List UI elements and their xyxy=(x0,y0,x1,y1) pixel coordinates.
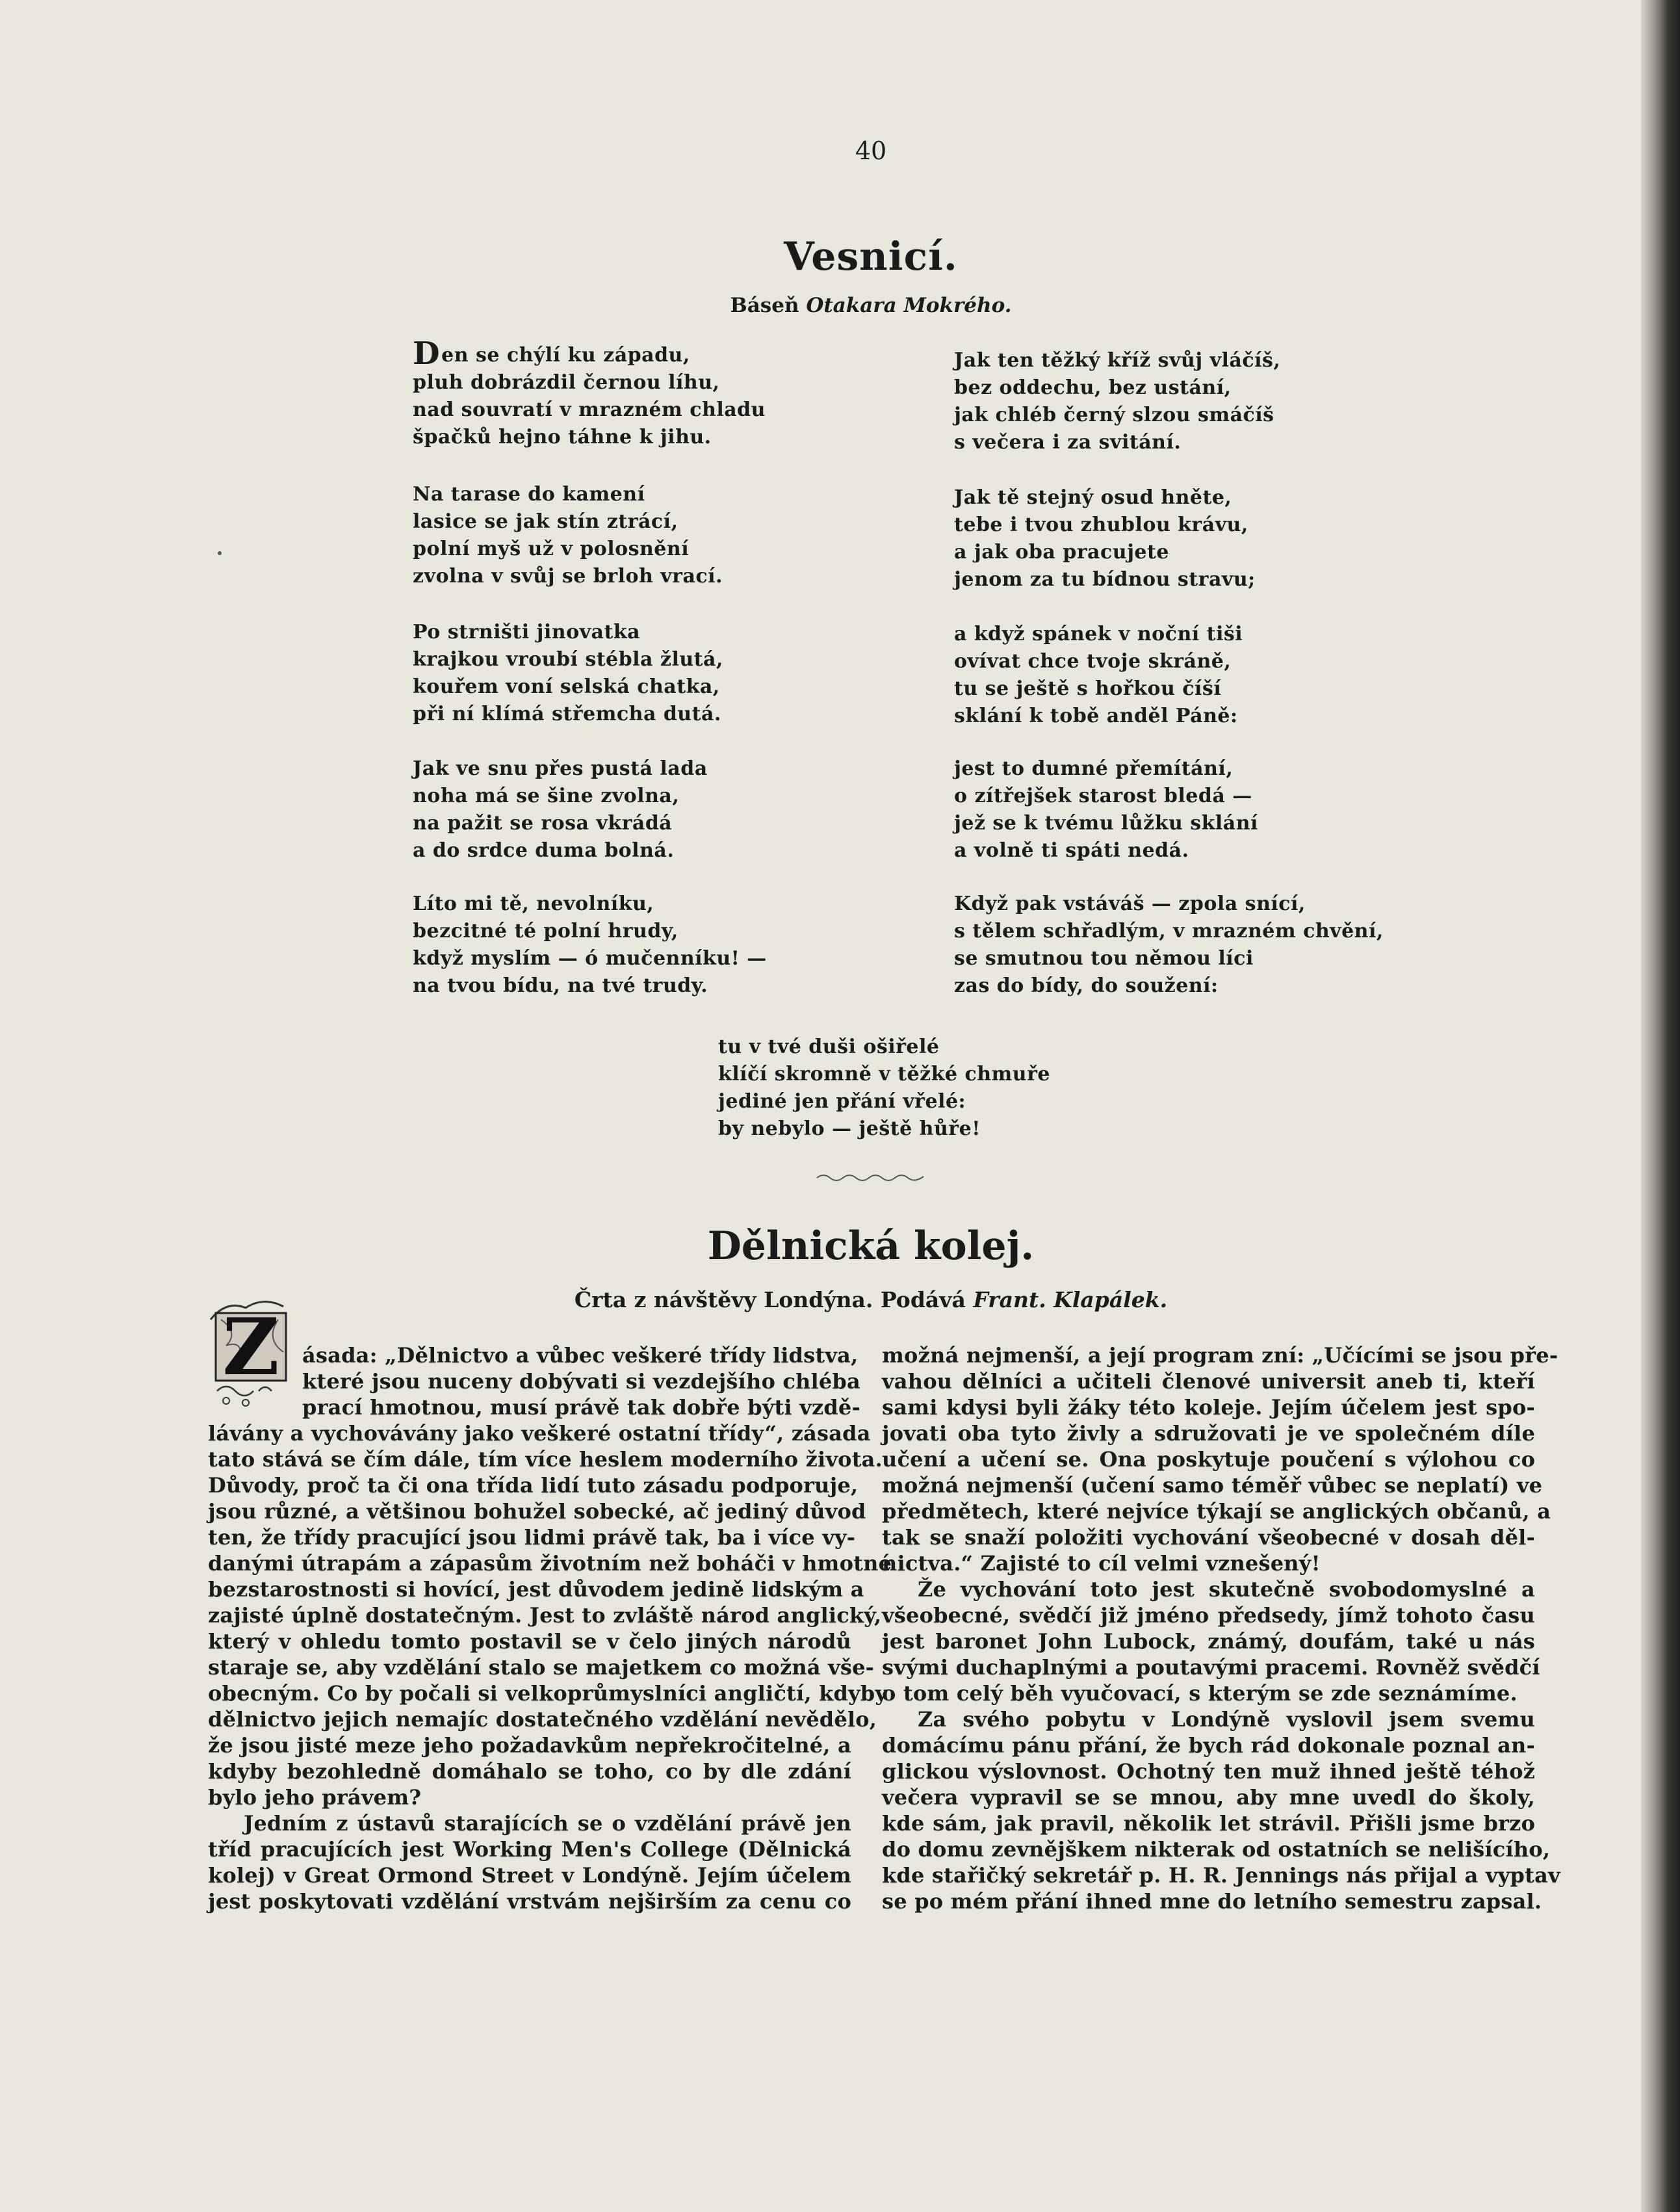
text-line: tříd pracujících jest Working Men's College (Dělnická xyxy=(208,1837,851,1862)
poem-line: by nebylo — ještě hůře! xyxy=(718,1117,981,1140)
drop-cap-letter: Z xyxy=(222,1301,279,1393)
text-line: kolej) v Great Ormond Street v Londýně. Jejím účelem xyxy=(208,1863,851,1888)
text-line: večera vypravil se se mnou, aby mne uvedl do školy, xyxy=(882,1785,1535,1810)
article-right-column xyxy=(882,1342,1560,1914)
poem-stanza-left-4 xyxy=(413,755,708,865)
poem-stanza-left-2 xyxy=(413,481,723,590)
text-line: bylo jeho právem? xyxy=(208,1785,422,1810)
text-line: jovati oba tyto živly a sdružovati je ve společném díle xyxy=(882,1421,1535,1446)
text-line: všeobecné, svědčí již jméno předsedy, jímž tohoto času xyxy=(882,1603,1535,1628)
text-line: možná nejmenší (učení samo téměř vůbec se neplatí) ve xyxy=(882,1473,1543,1498)
text-line: předmětech, které nejvíce týkají se anglických občanů, a xyxy=(882,1499,1551,1524)
poem-line: sklání k tobě anděl Páně: xyxy=(954,705,1238,727)
poem-line: klíčí skromně v těžké chmuře xyxy=(718,1063,1050,1086)
poem-stanza-right-2 xyxy=(954,484,1256,593)
text-line: ásada: „Dělnictvo a vůbec veškeré třídy lidstva, xyxy=(302,1343,859,1368)
poem-line: Na tarase do kamení xyxy=(413,483,645,506)
poem-line: zas do bídy, do soužení: xyxy=(954,974,1219,997)
poem-line: Po strništi jinovatka xyxy=(413,621,641,644)
article-left-column xyxy=(208,1342,892,1914)
poem-stanza-right-4 xyxy=(954,755,1258,865)
poem-title: Vesnicí. xyxy=(784,234,958,280)
text-line: Za svého pobytu v Londýně vyslovil jsem svemu xyxy=(918,1707,1535,1732)
poem-line: jak chléb černý slzou smáčíš xyxy=(954,404,1274,426)
page-number: 40 xyxy=(855,137,887,165)
decorative-divider xyxy=(816,1170,926,1183)
poem-stanza-left-5 xyxy=(413,891,767,1000)
poem-line: jenom za tu bídnou stravu; xyxy=(954,568,1256,591)
text-line: se po mém přání ihned mne do letního semestru zapsal. xyxy=(882,1889,1542,1914)
poem-stanza-left-1 xyxy=(413,335,766,451)
text-line: obecným. Co by počali si velkoprůmyslníci angličtí, kdyby xyxy=(208,1681,888,1706)
text-line: kde sám, jak pravil, několik let strávil. Přišli jsme brzo xyxy=(882,1811,1535,1836)
text-line: tak se snaží položiti vychování všeobecné v dosah děl- xyxy=(882,1525,1535,1550)
text-line: učení a učení se. Ona poskytuje poučení s výlohou co xyxy=(882,1447,1535,1472)
text-line: svými duchaplnými a poutavými pracemi. Rovněž svědčí xyxy=(882,1655,1540,1680)
poem-line: a když spánek v noční tiši xyxy=(954,623,1243,645)
text-line: domácímu pánu přání, že bych rád dokonale poznal an- xyxy=(882,1733,1535,1758)
text-line: Důvody, proč ta či ona třída lidí tuto zásadu podporuje, xyxy=(208,1473,859,1498)
page-edge-shadow xyxy=(1641,0,1680,2212)
text-line: Že vychování toto jest skutečně svobodomyslné a xyxy=(918,1577,1535,1602)
text-line: prací hmotnou, musí právě tak dobře býti vzdě- xyxy=(302,1395,860,1420)
poem-line: lasice se jak stín ztrácí, xyxy=(413,510,678,533)
poem-line: a jak oba pracujete xyxy=(954,541,1169,564)
article-subtitle xyxy=(455,1287,1287,1312)
text-line: nictva.“ Zajisté to cíl velmi vznešený! xyxy=(882,1551,1321,1576)
stray-mark xyxy=(218,551,222,555)
poem-line: pluh dobrázdil černou líhu, xyxy=(413,371,720,394)
poem-stanza-left-3 xyxy=(413,619,723,728)
text-line: lávány a vychovávány jako veškeré ostatní třídy“, zásada xyxy=(208,1421,871,1446)
text-line: danými útrapám a zápasům životním než boháči v hmotné xyxy=(208,1551,892,1576)
poem-final-stanza xyxy=(718,1034,1050,1143)
poem-line: jest to dumné přemítání, xyxy=(954,757,1234,780)
text-line: kde stařičký sekretář p. H. R. Jennings nás přijal a vyptav xyxy=(882,1863,1560,1888)
poem-stanza-right-3 xyxy=(954,621,1243,730)
text-line: sami kdysi byli žáky této koleje. Jejím účelem jest spo- xyxy=(882,1395,1535,1420)
text-line: do domu zevnějškem nikterak od ostatních se nelišícího, xyxy=(882,1837,1551,1862)
poem-line: ovívat chce tvoje skráně, xyxy=(954,650,1232,673)
text-line: ten, že třídy pracující jsou lidmi právě tak, ba i více vy- xyxy=(208,1525,856,1550)
poem-line: Jak ten těžký kříž svůj vláčíš, xyxy=(954,349,1281,372)
poem-line: Když pak vstáváš — zpola snící, xyxy=(954,892,1306,915)
poem-line: jež se k tvému lůžku sklání xyxy=(954,812,1258,835)
poem-line: tu v tvé duši ošiřelé xyxy=(718,1035,940,1058)
text-line: dělnictvo jejich nemajíc dostatečného vzdělání nevědělo, xyxy=(208,1707,877,1732)
poem-line: a volně ti spáti nedá. xyxy=(954,839,1189,862)
text-line: glickou výslovnost. Ochotný ten muž ihned ještě téhož xyxy=(882,1759,1535,1784)
poem-line: krajkou vroubí stébla žlutá, xyxy=(413,648,723,671)
text-line: kdyby bezohledně domáhalo se toho, co by dle zdání xyxy=(208,1759,851,1784)
text-line: který v ohledu tomto postavil se v čelo jiných národů xyxy=(208,1629,851,1654)
poem-line: bezcitné té polní hrudy, xyxy=(413,920,678,943)
poem-line: se smutnou tou němou líci xyxy=(954,947,1254,970)
text-line: možná nejmenší, a její program zní: „Učícími se jsou pře- xyxy=(882,1343,1558,1368)
poem-line: na tvou bídu, na tvé trudy. xyxy=(413,974,708,997)
poem-line: a do srdce duma bolná. xyxy=(413,839,675,862)
poem-line: zvolna v svůj se brloh vrací. xyxy=(413,565,723,588)
poem-line: polní myš už v polosnění xyxy=(413,538,690,560)
text-line: jest poskytovati vzdělání vrstvám nejširším za cenu co xyxy=(208,1889,851,1914)
text-line: bezstarostnosti si hovící, jest důvodem jedině lidským a xyxy=(208,1577,864,1602)
poem-line: o zítřejšek starost bledá — xyxy=(954,785,1252,807)
poem-line: jediné jen přání vřelé: xyxy=(718,1090,966,1113)
poem-author: Otakara Mokrého. xyxy=(806,294,1012,317)
article-title: Dělnická kolej. xyxy=(707,1223,1035,1269)
ornamental-initial: D xyxy=(413,335,441,372)
text-line: zajisté úplně dostatečným. Jest to zvláště národ anglický, xyxy=(208,1603,882,1628)
poem-line: tebe i tvou zhublou krávu, xyxy=(954,514,1248,536)
text-line: jsou různé, a většinou bohužel sobecké, ač jediný důvod xyxy=(208,1499,866,1524)
poem-line: na pažit se rosa vkrádá xyxy=(413,812,673,835)
text-line: které jsou nuceny dobývati si vezdejšího chléba xyxy=(302,1369,860,1394)
poem-line: noha má se šine zvolna, xyxy=(413,785,680,807)
article-subtitle-prefix: Črta z návštěvy Londýna. Podává xyxy=(574,1287,966,1312)
poem-line: špačků hejno táhne k jihu. xyxy=(413,426,712,449)
poem-line: bez oddechu, bez ustání, xyxy=(954,376,1232,399)
poem-line: Líto mi tě, nevolníku, xyxy=(413,892,654,915)
text-line: Jedním z ústavů starajících se o vzdělání právě jen xyxy=(244,1811,851,1836)
poem-line: nad souvratí v mrazném chladu xyxy=(413,398,766,421)
text-line: o tom celý běh vyučovací, s kterým se zde seznámíme. xyxy=(882,1681,1518,1706)
poem-stanza-right-5 xyxy=(954,891,1384,1000)
poem-line: když myslím — ó mučenníku! — xyxy=(413,947,767,970)
poem-line: Jak tě stejný osud hněte, xyxy=(954,486,1232,509)
poem-line: při ní klímá střemcha dutá. xyxy=(413,703,721,725)
text-line: že jsou jisté meze jeho požadavkům nepřekročitelné, a xyxy=(208,1733,851,1758)
text-line: tato stává se čím dále, tím více heslem moderního života. xyxy=(208,1447,883,1472)
poem-line: Jak ve snu přes pustá lada xyxy=(413,757,708,780)
text-line: staraje se, aby vzdělání stalo se majetkem co možná vše- xyxy=(208,1655,875,1680)
poem-line: s tělem schřadlým, v mrazném chvění, xyxy=(954,920,1384,943)
poem-line: tu se ještě s hořkou číší xyxy=(954,677,1222,700)
article-author: Frant. Klapálek. xyxy=(973,1287,1168,1312)
poem-subtitle xyxy=(585,294,1157,317)
poem-line: s večera i za svitání. xyxy=(954,431,1182,454)
text-line: jest baronet John Lubock, známý, doufám, také u nás xyxy=(882,1629,1535,1654)
poem-subtitle-prefix: Báseň xyxy=(730,294,799,317)
poem-line: en se chýlí ku západu, xyxy=(441,344,690,367)
poem-line: kouřem voní selská chatka, xyxy=(413,675,720,698)
text-line: vahou dělníci a učiteli členové universit aneb ti, kteří xyxy=(882,1369,1535,1394)
poem-stanza-right-1 xyxy=(954,347,1280,456)
